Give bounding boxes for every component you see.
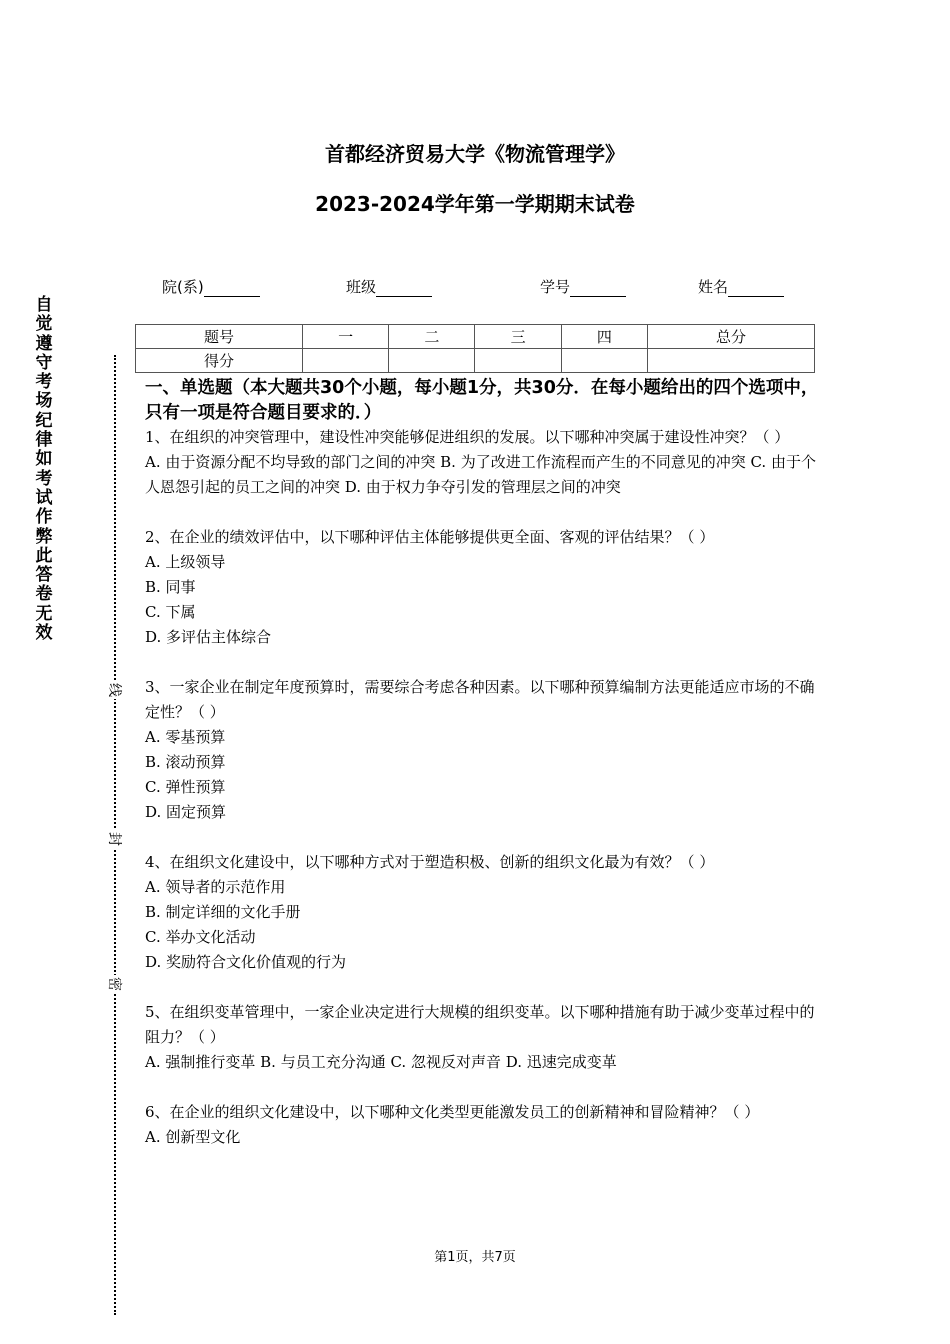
binding-mark-close: 密 bbox=[105, 975, 125, 993]
table-cell bbox=[475, 349, 561, 373]
table-cell: 得分 bbox=[136, 349, 303, 373]
table-row bbox=[136, 349, 815, 373]
question-stem: 4、在组织文化建设中，以下哪种方式对于塑造积极、创新的组织文化最为有效？（ ） bbox=[145, 853, 715, 871]
student-id-label: 学号 bbox=[540, 278, 571, 296]
question-stem: 2、在企业的绩效评估中，以下哪种评估主体能够提供更全面、客观的评估结果？（ ） bbox=[145, 528, 715, 546]
option: A. 上级领导 bbox=[145, 553, 226, 571]
exam-title-line1: 首都经济贸易大学《物流管理学》 bbox=[325, 142, 625, 166]
table-cell bbox=[647, 349, 814, 373]
dept-label: 院(系) bbox=[162, 278, 204, 296]
table-cell: 总分 bbox=[647, 325, 814, 349]
binding-mark-line: 线 bbox=[105, 681, 125, 699]
table-row bbox=[136, 325, 815, 349]
option: C. 下属 bbox=[145, 603, 196, 621]
option: A. 领导者的示范作用 bbox=[145, 878, 286, 896]
question-3 bbox=[145, 675, 817, 825]
option: C. 举办文化活动 bbox=[145, 928, 256, 946]
class-field bbox=[346, 276, 432, 297]
option: D. 奖励符合文化价值观的行为 bbox=[145, 953, 347, 971]
question-1 bbox=[145, 425, 817, 500]
option: A. 零基预算 bbox=[145, 728, 226, 746]
option: D. 多评估主体综合 bbox=[145, 628, 272, 646]
table-cell bbox=[303, 349, 389, 373]
question-6 bbox=[145, 1100, 817, 1150]
option: B. 同事 bbox=[145, 578, 196, 596]
name-field bbox=[698, 276, 784, 297]
option: D. 固定预算 bbox=[145, 803, 227, 821]
question-4 bbox=[145, 850, 817, 975]
table-cell: 一 bbox=[303, 325, 389, 349]
section-heading: 一、单选题（本大题共30个小题，每小题1分，共30分．在每小题给出的四个选项中，只有一项是符合题目要求的．） bbox=[145, 378, 819, 423]
option: A. 创新型文化 bbox=[145, 1128, 241, 1146]
question-list bbox=[145, 425, 817, 1175]
question-2 bbox=[145, 525, 817, 650]
exam-discipline-notice: 自觉遵守考场纪律如考试作弊此答卷无效 bbox=[35, 295, 53, 644]
binding-mark-seal: 封 bbox=[105, 830, 125, 848]
option: B. 制定详细的文化手册 bbox=[145, 903, 301, 921]
student-id-field bbox=[540, 276, 626, 297]
option: B. 滚动预算 bbox=[145, 753, 226, 771]
question-options: A. 由于资源分配不均导致的部门之间的冲突 B. 为了改进工作流程而产生的不同意见的冲突 C. 由于个人恩怨引起的员工之间的冲突 D. 由于权力争夺引发的管理层之间的冲突 bbox=[145, 453, 816, 496]
table-cell: 四 bbox=[561, 325, 647, 349]
page-footer: 第1页，共7页 bbox=[434, 1250, 516, 1265]
score-table bbox=[135, 324, 815, 373]
table-cell: 三 bbox=[475, 325, 561, 349]
question-stem: 3、一家企业在制定年度预算时，需要综合考虑各种因素。以下哪种预算编制方法更能适应市场的不确定性？（ ） bbox=[145, 678, 815, 721]
table-cell bbox=[561, 349, 647, 373]
table-cell bbox=[389, 349, 475, 373]
question-stem: 5、在组织变革管理中，一家企业决定进行大规模的组织变革。以下哪种措施有助于减少变革过程中的阻力？（ ） bbox=[145, 1003, 815, 1046]
exam-title-line2: 2023-2024学年第一学期期末试卷 bbox=[315, 192, 635, 216]
question-5 bbox=[145, 1000, 817, 1075]
table-cell: 二 bbox=[389, 325, 475, 349]
name-label: 姓名 bbox=[698, 278, 729, 296]
table-cell: 题号 bbox=[136, 325, 303, 349]
dept-field bbox=[162, 276, 260, 297]
question-stem: 1、在组织的冲突管理中，建设性冲突能够促进组织的发展。以下哪种冲突属于建设性冲突？（ ） bbox=[145, 428, 790, 446]
question-stem: 6、在企业的组织文化建设中，以下哪种文化类型更能激发员工的创新精神和冒险精神？（ ） bbox=[145, 1103, 760, 1121]
option: C. 弹性预算 bbox=[145, 778, 226, 796]
question-options: A. 强制推行变革 B. 与员工充分沟通 C. 忽视反对声音 D. 迅速完成变革 bbox=[145, 1053, 617, 1071]
class-label: 班级 bbox=[346, 278, 377, 296]
